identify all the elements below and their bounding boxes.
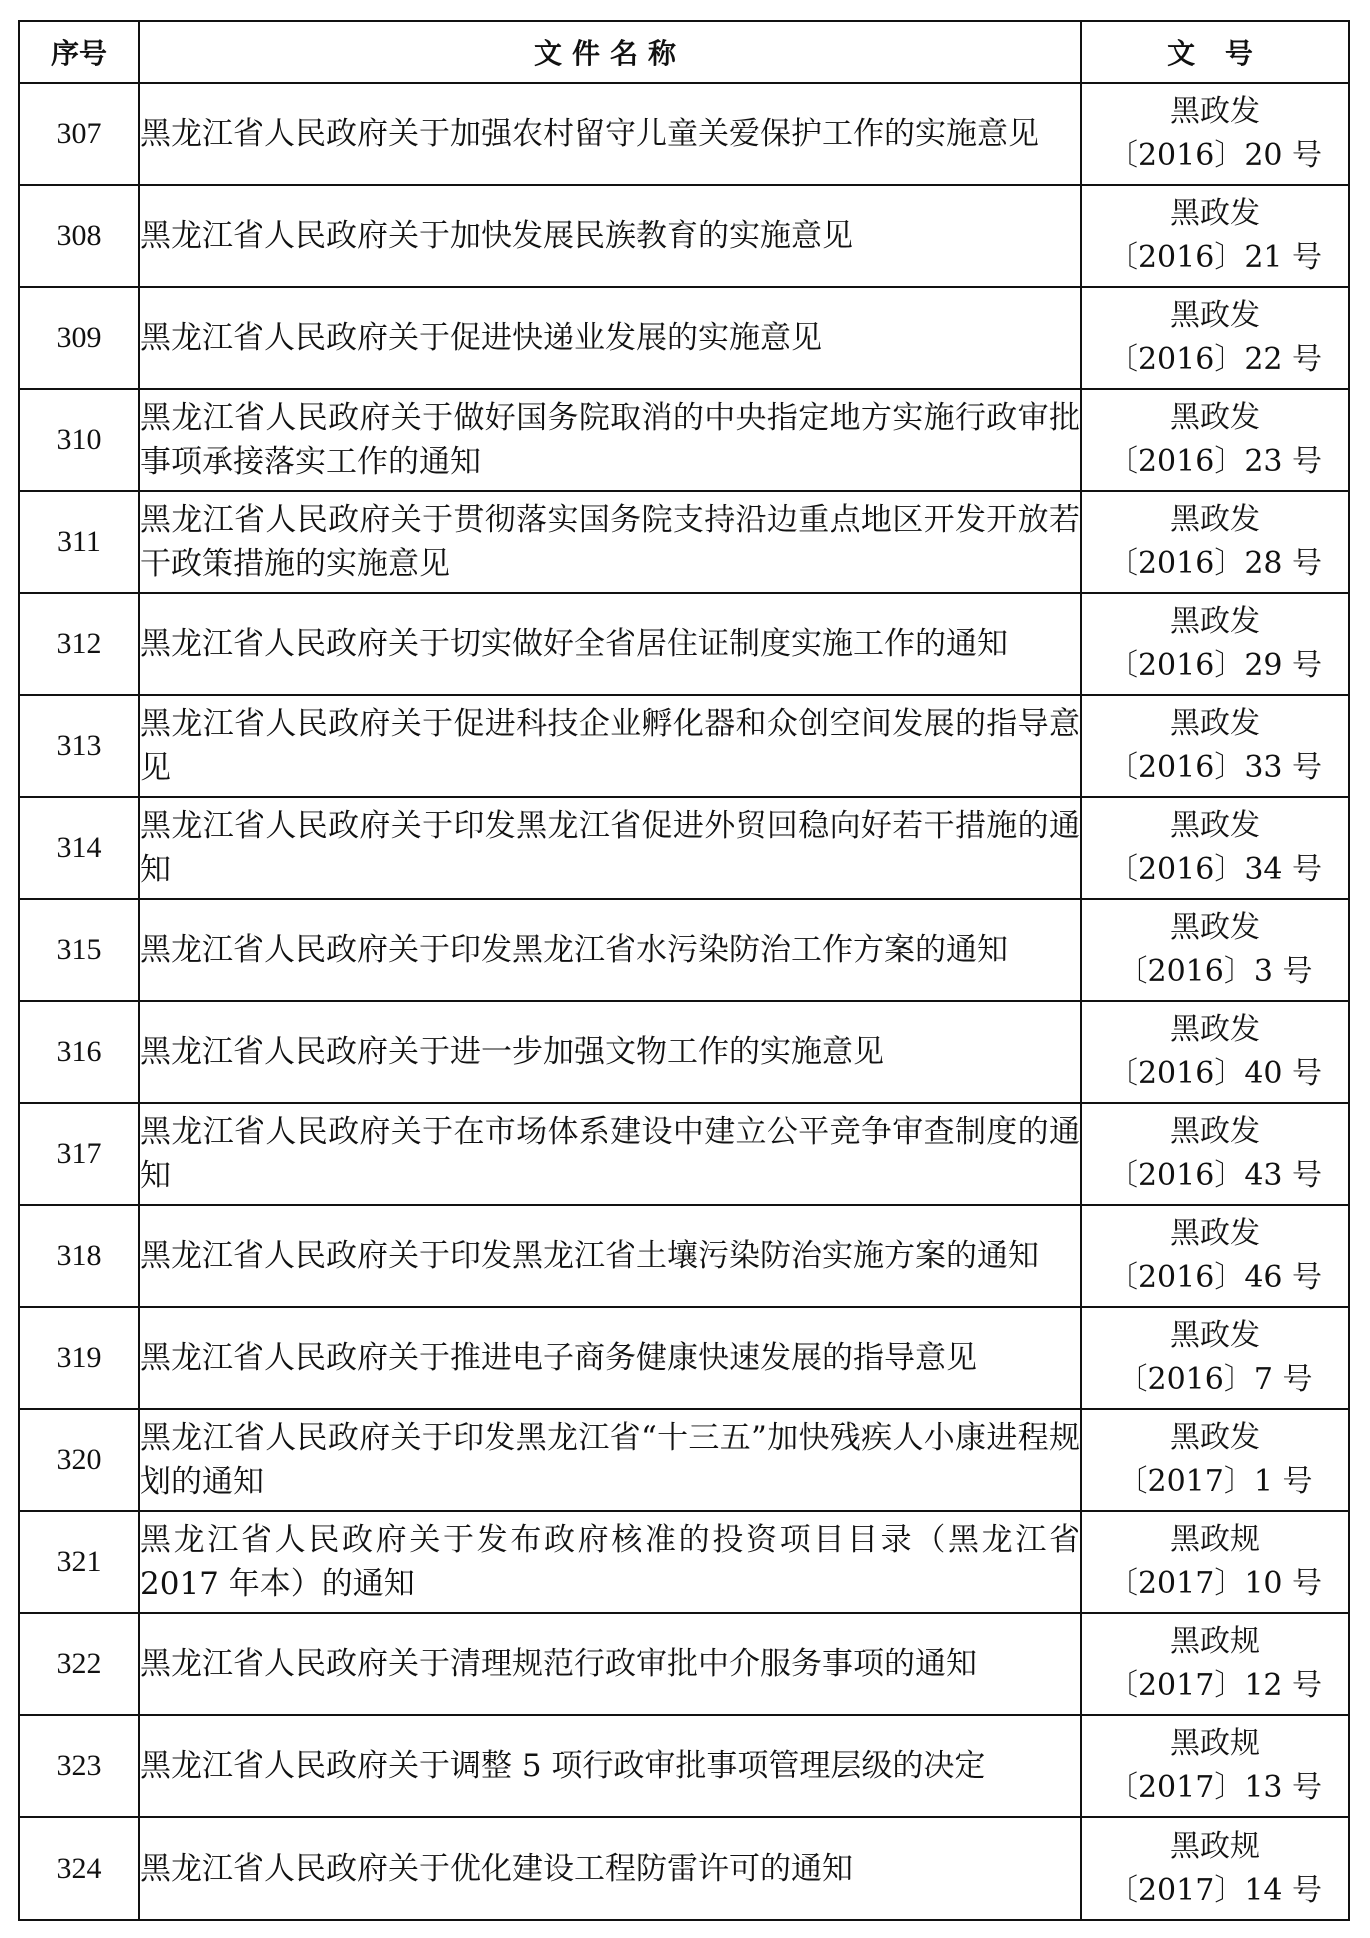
document-number-cell	[1081, 1205, 1349, 1307]
document-name-cell: 黑龙江省人民政府关于推进电子商务健康快速发展的指导意见	[139, 1307, 1081, 1409]
table-row	[19, 593, 1349, 695]
serial-number-cell: 310	[19, 389, 139, 491]
serial-number-cell: 324	[19, 1817, 139, 1920]
serial-number-cell: 308	[19, 185, 139, 287]
serial-number-cell: 309	[19, 287, 139, 389]
document-name-cell: 黑龙江省人民政府关于优化建设工程防雷许可的通知	[139, 1817, 1081, 1920]
document-number-cell	[1081, 1409, 1349, 1511]
document-number-cell	[1081, 389, 1349, 491]
document-name-cell: 黑龙江省人民政府关于加强农村留守儿童关爱保护工作的实施意见	[139, 83, 1081, 185]
document-code: 〔2016〕28 号	[1107, 546, 1323, 581]
document-name-cell: 黑龙江省人民政府关于印发黑龙江省水污染防治工作方案的通知	[139, 899, 1081, 1001]
document-name-cell: 黑龙江省人民政府关于印发黑龙江省土壤污染防治实施方案的通知	[139, 1205, 1081, 1307]
serial-number-cell: 320	[19, 1409, 139, 1511]
document-code: 〔2016〕22 号	[1107, 342, 1323, 377]
document-issuer: 黑政发	[1170, 400, 1260, 435]
document-name-cell: 黑龙江省人民政府关于贯彻落实国务院支持沿边重点地区开发开放若干政策措施的实施意见	[139, 491, 1081, 593]
document-code: 〔2017〕1 号	[1117, 1464, 1313, 1499]
document-number-cell	[1081, 491, 1349, 593]
table-row	[19, 1613, 1349, 1715]
table-row	[19, 287, 1349, 389]
serial-number-cell: 314	[19, 797, 139, 899]
table-row	[19, 1205, 1349, 1307]
document-issuer: 黑政发	[1170, 1114, 1260, 1149]
document-number-cell	[1081, 185, 1349, 287]
serial-number-cell: 316	[19, 1001, 139, 1103]
document-name-cell: 黑龙江省人民政府关于发布政府核准的投资项目目录（黑龙江省 2017 年本）的通知	[139, 1511, 1081, 1613]
document-number-cell	[1081, 1817, 1349, 1920]
document-code: 〔2016〕29 号	[1107, 648, 1323, 683]
document-code: 〔2016〕21 号	[1107, 240, 1323, 275]
serial-number-cell: 322	[19, 1613, 139, 1715]
table-row	[19, 1307, 1349, 1409]
document-code: 〔2016〕34 号	[1107, 852, 1323, 887]
document-issuer: 黑政规	[1170, 1828, 1260, 1864]
header-serial-number: 序号	[19, 21, 139, 83]
table-row	[19, 389, 1349, 491]
document-name-cell: 黑龙江省人民政府关于清理规范行政审批中介服务事项的通知	[139, 1613, 1081, 1715]
document-code: 〔2016〕20 号	[1107, 138, 1323, 173]
document-code: 〔2016〕33 号	[1107, 750, 1323, 785]
document-name-cell: 黑龙江省人民政府关于印发黑龙江省促进外贸回稳向好若干措施的通知	[139, 797, 1081, 899]
document-issuer: 黑政发	[1170, 196, 1260, 231]
table-row	[19, 899, 1349, 1001]
document-code: 〔2017〕10 号	[1107, 1566, 1323, 1601]
document-name-cell: 黑龙江省人民政府关于促进科技企业孵化器和众创空间发展的指导意见	[139, 695, 1081, 797]
document-code: 〔2016〕40 号	[1107, 1056, 1323, 1091]
document-number-cell	[1081, 899, 1349, 1001]
serial-number-cell: 313	[19, 695, 139, 797]
document-issuer: 黑政发	[1170, 706, 1260, 741]
document-number-cell	[1081, 797, 1349, 899]
table-row	[19, 695, 1349, 797]
header-document-name: 文件名称	[139, 21, 1081, 83]
table-row	[19, 1715, 1349, 1817]
document-name-cell: 黑龙江省人民政府关于印发黑龙江省“十三五”加快残疾人小康进程规划的通知	[139, 1409, 1081, 1511]
document-number-cell	[1081, 695, 1349, 797]
document-code: 〔2016〕7 号	[1117, 1362, 1313, 1397]
document-code: 〔2016〕23 号	[1107, 444, 1323, 479]
document-code: 〔2017〕13 号	[1107, 1770, 1323, 1805]
document-number-cell	[1081, 1613, 1349, 1715]
table-row	[19, 83, 1349, 185]
document-issuer: 黑政发	[1170, 1318, 1260, 1353]
document-name-cell: 黑龙江省人民政府关于做好国务院取消的中央指定地方实施行政审批事项承接落实工作的通知	[139, 389, 1081, 491]
document-code: 〔2016〕43 号	[1107, 1158, 1323, 1193]
document-name-cell: 黑龙江省人民政府关于切实做好全省居住证制度实施工作的通知	[139, 593, 1081, 695]
document-issuer: 黑政发	[1170, 1012, 1260, 1047]
document-number-cell	[1081, 1715, 1349, 1817]
document-issuer: 黑政发	[1170, 604, 1260, 639]
serial-number-cell: 317	[19, 1103, 139, 1205]
serial-number-cell: 315	[19, 899, 139, 1001]
document-number-cell	[1081, 1307, 1349, 1409]
table-body	[19, 83, 1349, 1920]
document-issuer: 黑政规	[1170, 1522, 1260, 1557]
document-name-cell: 黑龙江省人民政府关于促进快递业发展的实施意见	[139, 287, 1081, 389]
table-row	[19, 1511, 1349, 1613]
table-row	[19, 1817, 1349, 1920]
document-number-cell	[1081, 1001, 1349, 1103]
document-number-cell	[1081, 1511, 1349, 1613]
document-name-cell: 黑龙江省人民政府关于在市场体系建设中建立公平竞争审查制度的通知	[139, 1103, 1081, 1205]
document-number-cell	[1081, 287, 1349, 389]
document-issuer: 黑政发	[1170, 808, 1260, 843]
table-row	[19, 1103, 1349, 1205]
document-issuer: 黑政发	[1170, 502, 1260, 537]
document-code: 〔2017〕12 号	[1107, 1668, 1323, 1703]
document-code: 〔2016〕46 号	[1107, 1260, 1323, 1295]
table-row	[19, 1001, 1349, 1103]
serial-number-cell: 311	[19, 491, 139, 593]
document-name-cell: 黑龙江省人民政府关于进一步加强文物工作的实施意见	[139, 1001, 1081, 1103]
document-number-cell	[1081, 1103, 1349, 1205]
header-row	[19, 21, 1349, 83]
document-issuer: 黑政规	[1170, 1624, 1260, 1659]
document-code: 〔2016〕3 号	[1117, 954, 1313, 989]
document-issuer: 黑政发	[1170, 1216, 1260, 1251]
document-issuer: 黑政发	[1170, 298, 1260, 333]
document-number-cell	[1081, 83, 1349, 185]
document-issuer: 黑政发	[1170, 94, 1260, 129]
document-issuer: 黑政发	[1170, 1420, 1260, 1455]
header-document-number: 文 号	[1081, 21, 1349, 83]
document-issuer: 黑政发	[1170, 910, 1260, 945]
document-issuer: 黑政规	[1170, 1726, 1260, 1761]
serial-number-cell: 318	[19, 1205, 139, 1307]
document-number-cell	[1081, 593, 1349, 695]
serial-number-cell: 307	[19, 83, 139, 185]
document-table	[18, 20, 1350, 1921]
document-name-cell: 黑龙江省人民政府关于调整 5 项行政审批事项管理层级的决定	[139, 1715, 1081, 1817]
serial-number-cell: 312	[19, 593, 139, 695]
table-row	[19, 1409, 1349, 1511]
table-row	[19, 797, 1349, 899]
document-code: 〔2017〕14 号	[1107, 1872, 1323, 1908]
serial-number-cell: 321	[19, 1511, 139, 1613]
table-row	[19, 491, 1349, 593]
table-header	[19, 21, 1349, 83]
document-name-cell: 黑龙江省人民政府关于加快发展民族教育的实施意见	[139, 185, 1081, 287]
serial-number-cell: 319	[19, 1307, 139, 1409]
serial-number-cell: 323	[19, 1715, 139, 1817]
table-row	[19, 185, 1349, 287]
